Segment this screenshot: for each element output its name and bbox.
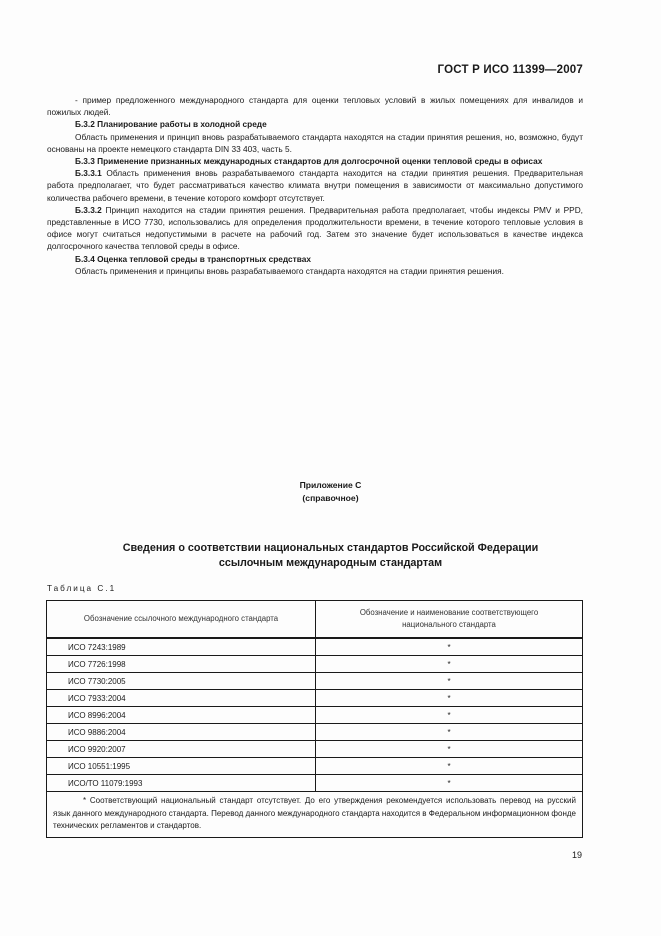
international-standard-cell: ИСО 9886:2004 [47, 724, 316, 741]
international-standard-cell: ИСО 10551:1995 [47, 758, 316, 775]
table-caption: Таблица С.1 [47, 584, 117, 593]
national-standard-cell: * [316, 758, 583, 775]
annex-label-block [0, 479, 661, 504]
national-standard-cell: * [316, 707, 583, 724]
header-national-standard-text: Обозначение и наименование соответствующего национального стандарта [359, 608, 539, 629]
annex-title [0, 541, 661, 571]
international-standard-cell: ИСО 8996:2004 [47, 707, 316, 724]
international-standard-cell: ИСО 7243:1989 [47, 638, 316, 656]
table-header-row [47, 601, 583, 639]
international-standard-cell: ИСО 9920:2007 [47, 741, 316, 758]
table-row [47, 638, 583, 656]
paragraph-example: - пример предложенного международного стандарта для оценки тепловых условий в жилых помещениях для инвалидов и пожилых людей. [47, 95, 583, 118]
paragraph-b34: Область применения и принципы вновь разрабатываемого стандарта находятся на стадии принятия решения. [75, 265, 504, 276]
table-row [47, 656, 583, 673]
header-national-standard [316, 601, 583, 639]
annex-title-line-1: Сведения о соответствии национальных стандартов Российской Федерации [122, 542, 539, 554]
paragraph-b332-text: Принцип находится на стадии принятия решения. Предварительная работа предполагает, чтобы индексы PMV и PPD, представленные в ИСО 7730, использовались для определения продолжительности времени, в течение которого тепловые условия в офисе могут считаться недопустимыми в расчете на рабочий год. Затем это значение будет использоваться в качестве индекса долгосрочного качества тепловой среды в офисе. [47, 204, 583, 252]
paragraph-b331 [47, 167, 583, 204]
table-row [47, 673, 583, 690]
table-row [47, 690, 583, 707]
international-standard-cell: ИСО 7933:2004 [47, 690, 316, 707]
table-row [47, 707, 583, 724]
paragraph-b32: Область применения и принцип вновь разрабатываемого стандарта находятся на стадии принятия решения, но, возможно, будут основаны на проекте немецкого стандарта DIN 33 403, часть 5. [47, 131, 583, 154]
annex-type: (справочное) [302, 492, 359, 503]
table-row [47, 758, 583, 775]
national-standard-cell: * [316, 690, 583, 707]
national-standard-cell: * [316, 775, 583, 792]
table-row [47, 741, 583, 758]
national-standard-cell: * [316, 656, 583, 673]
table-row [47, 724, 583, 741]
section-heading-b32: Б.3.2 Планирование работы в холодной среде [75, 119, 267, 130]
table-row [47, 775, 583, 792]
section-heading-b34: Б.3.4 Оценка тепловой среды в транспортных средствах [75, 253, 311, 264]
section-heading-b33: Б.3.3 Применение признанных международных стандартов для долгосрочной оценки тепловой среды в офисах [75, 156, 543, 167]
header-international-standard: Обозначение ссылочного международного стандарта [47, 601, 316, 639]
annex-title-line-2: ссылочным международным стандартам [218, 557, 443, 569]
document-id-header: ГОСТ Р ИСО 11399—2007 [437, 64, 583, 76]
international-standard-cell: ИСО 7730:2005 [47, 673, 316, 690]
national-standard-cell: * [316, 724, 583, 741]
national-standard-cell: * [316, 673, 583, 690]
international-standard-cell: ИСО/ТО 11079:1993 [47, 775, 316, 792]
paragraph-b332 [47, 204, 583, 253]
international-standard-cell: ИСО 7726:1998 [47, 656, 316, 673]
standards-table [46, 600, 583, 838]
national-standard-cell: * [316, 741, 583, 758]
page-number: 19 [572, 850, 583, 860]
table-footnote: * Соответствующий национальный стандарт отсутствует. До его утверждения рекомендуется использовать перевод на русский язык данного международного стандарта. Перевод данного международного стандарта находится в Федеральном информационном фонде технических регламентов и стандартов. [47, 792, 583, 838]
national-standard-cell: * [316, 638, 583, 656]
section-number-b331: Б.3.3.1 [75, 168, 102, 179]
paragraph-b331-text: Область применения вновь разрабатываемого стандарта находится на стадии принятия решения. Предварительная работа предполагает, что будет рассматриваться качество климата внутри помещения в зависимости от максимально допустимого количества рабочего времени, в течение которого комфорт отсутствует. [47, 168, 583, 203]
table-footnote-row [47, 792, 583, 838]
annex-label: Приложение С [299, 480, 362, 490]
section-number-b332: Б.3.3.2 [75, 204, 102, 215]
body-text [47, 94, 583, 277]
